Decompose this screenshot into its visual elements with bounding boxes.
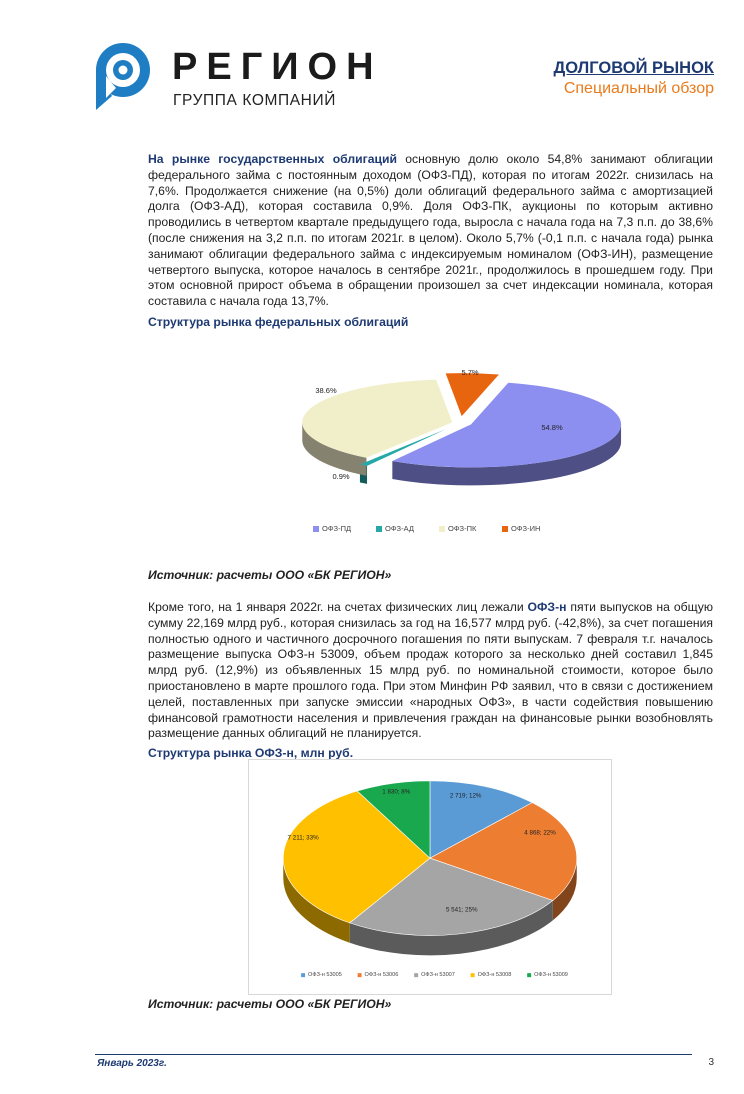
footer-date: Январь 2023г.	[97, 1058, 167, 1069]
legend-swatch-ОФЗ-н 53008	[471, 973, 475, 977]
legend-swatch-ОФЗ-н 53009	[527, 973, 531, 977]
ofz-n-pie-chart	[248, 759, 612, 995]
legend-swatch-ОФЗ-н 53007	[414, 973, 418, 977]
legend-label-ОФЗ-н 53009: ОФЗ-н 53009	[534, 972, 568, 979]
paragraph-body: пяти выпусков на общую сумму 22,169 млрд руб., которая снизилась за год на 16,577 млрд руб. (-42,8%), за счет погашения полностью одного и частичного досрочного погашения по пяти выпускам. 7 февраля т.г. началось размещение выпуска ОФЗ-н 53009, объем продаж которого за несколько дней составил 1,845 млрд руб. (12,9%) из объявленных 15 млрд руб. по номинальной стоимости, которое было приостановлено в марте прошлого года. При этом Минфин РФ заявил, что в связи с достижением целей, поставленных при запуске эмиссии «народных ОФЗ», в части содействия повышению финансовой грамотности населения и привлечения граждан на финансовые рынки возобновлять размещение данных облигаций не планируется.	[148, 600, 713, 741]
data-label-ОФЗ-ПД: 54.8%	[541, 423, 563, 432]
data-label-ОФЗ-н 53006: 4 868; 22%	[524, 829, 556, 837]
ofz-n-term: ОФЗ-н	[527, 600, 567, 614]
legend-label-ОФЗ-н 53005: ОФЗ-н 53005	[308, 972, 342, 979]
paragraph-govt-bonds	[148, 152, 713, 310]
section-title: ДОЛГОВОЙ РЫНОК	[553, 59, 714, 77]
legend-swatch-ОФЗ-ПК	[439, 526, 445, 532]
legend-label-ОФЗ-н 53006: ОФЗ-н 53006	[364, 972, 399, 979]
legend-label-ОФЗ-АД: ОФЗ-АД	[385, 524, 414, 533]
chart1-caption: Структура рынка федеральных облигаций	[148, 315, 409, 329]
chart2-source: Источник: расчеты ООО «БК РЕГИОН»	[148, 997, 392, 1011]
data-label-ОФЗ-ПК: 38.6%	[315, 386, 337, 395]
chart2-caption: Структура рынка ОФЗ-н, млн руб.	[148, 746, 354, 760]
federal-bonds-pie-chart	[270, 350, 650, 550]
page-number: 3	[708, 1057, 714, 1068]
legend-label-ОФЗ-ПД: ОФЗ-ПД	[322, 524, 352, 533]
chart1-source: Источник: расчеты ООО «БК РЕГИОН»	[148, 568, 392, 582]
legend-label-ОФЗ-ИН: ОФЗ-ИН	[511, 524, 541, 533]
data-label-ОФЗ-ИН: 5.7%	[461, 368, 479, 377]
footer-divider	[95, 1054, 692, 1055]
data-label-ОФЗ-н 53008: 7 211; 33%	[287, 834, 319, 842]
data-label-ОФЗ-н 53005: 2 719; 12%	[449, 792, 482, 800]
paragraph-intro: Кроме того, на 1 января 2022г. на счетах физических лиц лежали	[148, 600, 528, 614]
legend-swatch-ОФЗ-н 53005	[301, 973, 305, 977]
paragraph-lead: На рынке государственных облигаций	[148, 152, 397, 166]
data-label-ОФЗ-н 53009: 1 830; 8%	[382, 788, 411, 796]
section-subtitle: Специальный обзор	[563, 80, 714, 97]
paragraph-ofz-n	[148, 600, 713, 742]
legend-swatch-ОФЗ-н 53006	[358, 973, 362, 977]
region-logo-icon	[92, 40, 154, 112]
legend-swatch-ОФЗ-ИН	[502, 526, 508, 532]
legend-label-ОФЗ-н 53008: ОФЗ-н 53008	[477, 972, 512, 979]
legend-label-ОФЗ-н 53007: ОФЗ-н 53007	[421, 972, 455, 979]
legend-swatch-ОФЗ-ПД	[313, 526, 319, 532]
legend-label-ОФЗ-ПК: ОФЗ-ПК	[448, 524, 477, 533]
brand-subtitle: ГРУППА КОМПАНИЙ	[173, 92, 336, 109]
paragraph-body: основную долю около 54,8% занимают облигации федерального займа с постоянным доходом (ОФЗ-ПД), которая по итогам 2022г. снизилась на 7,6%. Продолжается снижение (на 0,5%) доли облигаций федерального займа с амортизацией долга (ОФЗ-АД), которая составила 0,9%. Доля ОФЗ-ПК, аукционы по которым активно проводились в четвертом квартале предыдущего года, выросла с начала года на 7,3 п.п. до 38,6% (после снижения на 3,2 п.п. по итогам 2021г. в целом). Около 5,7% (-0,1 п.п. с начала года) рынка занимают облигации федерального займа с индексируемым номиналом (ОФЗ-ИН), размещение четвертого выпуска, которое началось в сентябре 2021г., продолжилось в прошедшем году. При этом основной прирост объема в обращении произошел за счет индексации номинала, которая составила с начала года 13,7%.	[148, 152, 713, 309]
data-label-ОФЗ-н 53007: 5 541; 25%	[445, 906, 478, 914]
legend-swatch-ОФЗ-АД	[376, 526, 382, 532]
data-label-ОФЗ-АД: 0.9%	[332, 472, 350, 481]
brand-name: РЕГИОН	[172, 46, 383, 88]
